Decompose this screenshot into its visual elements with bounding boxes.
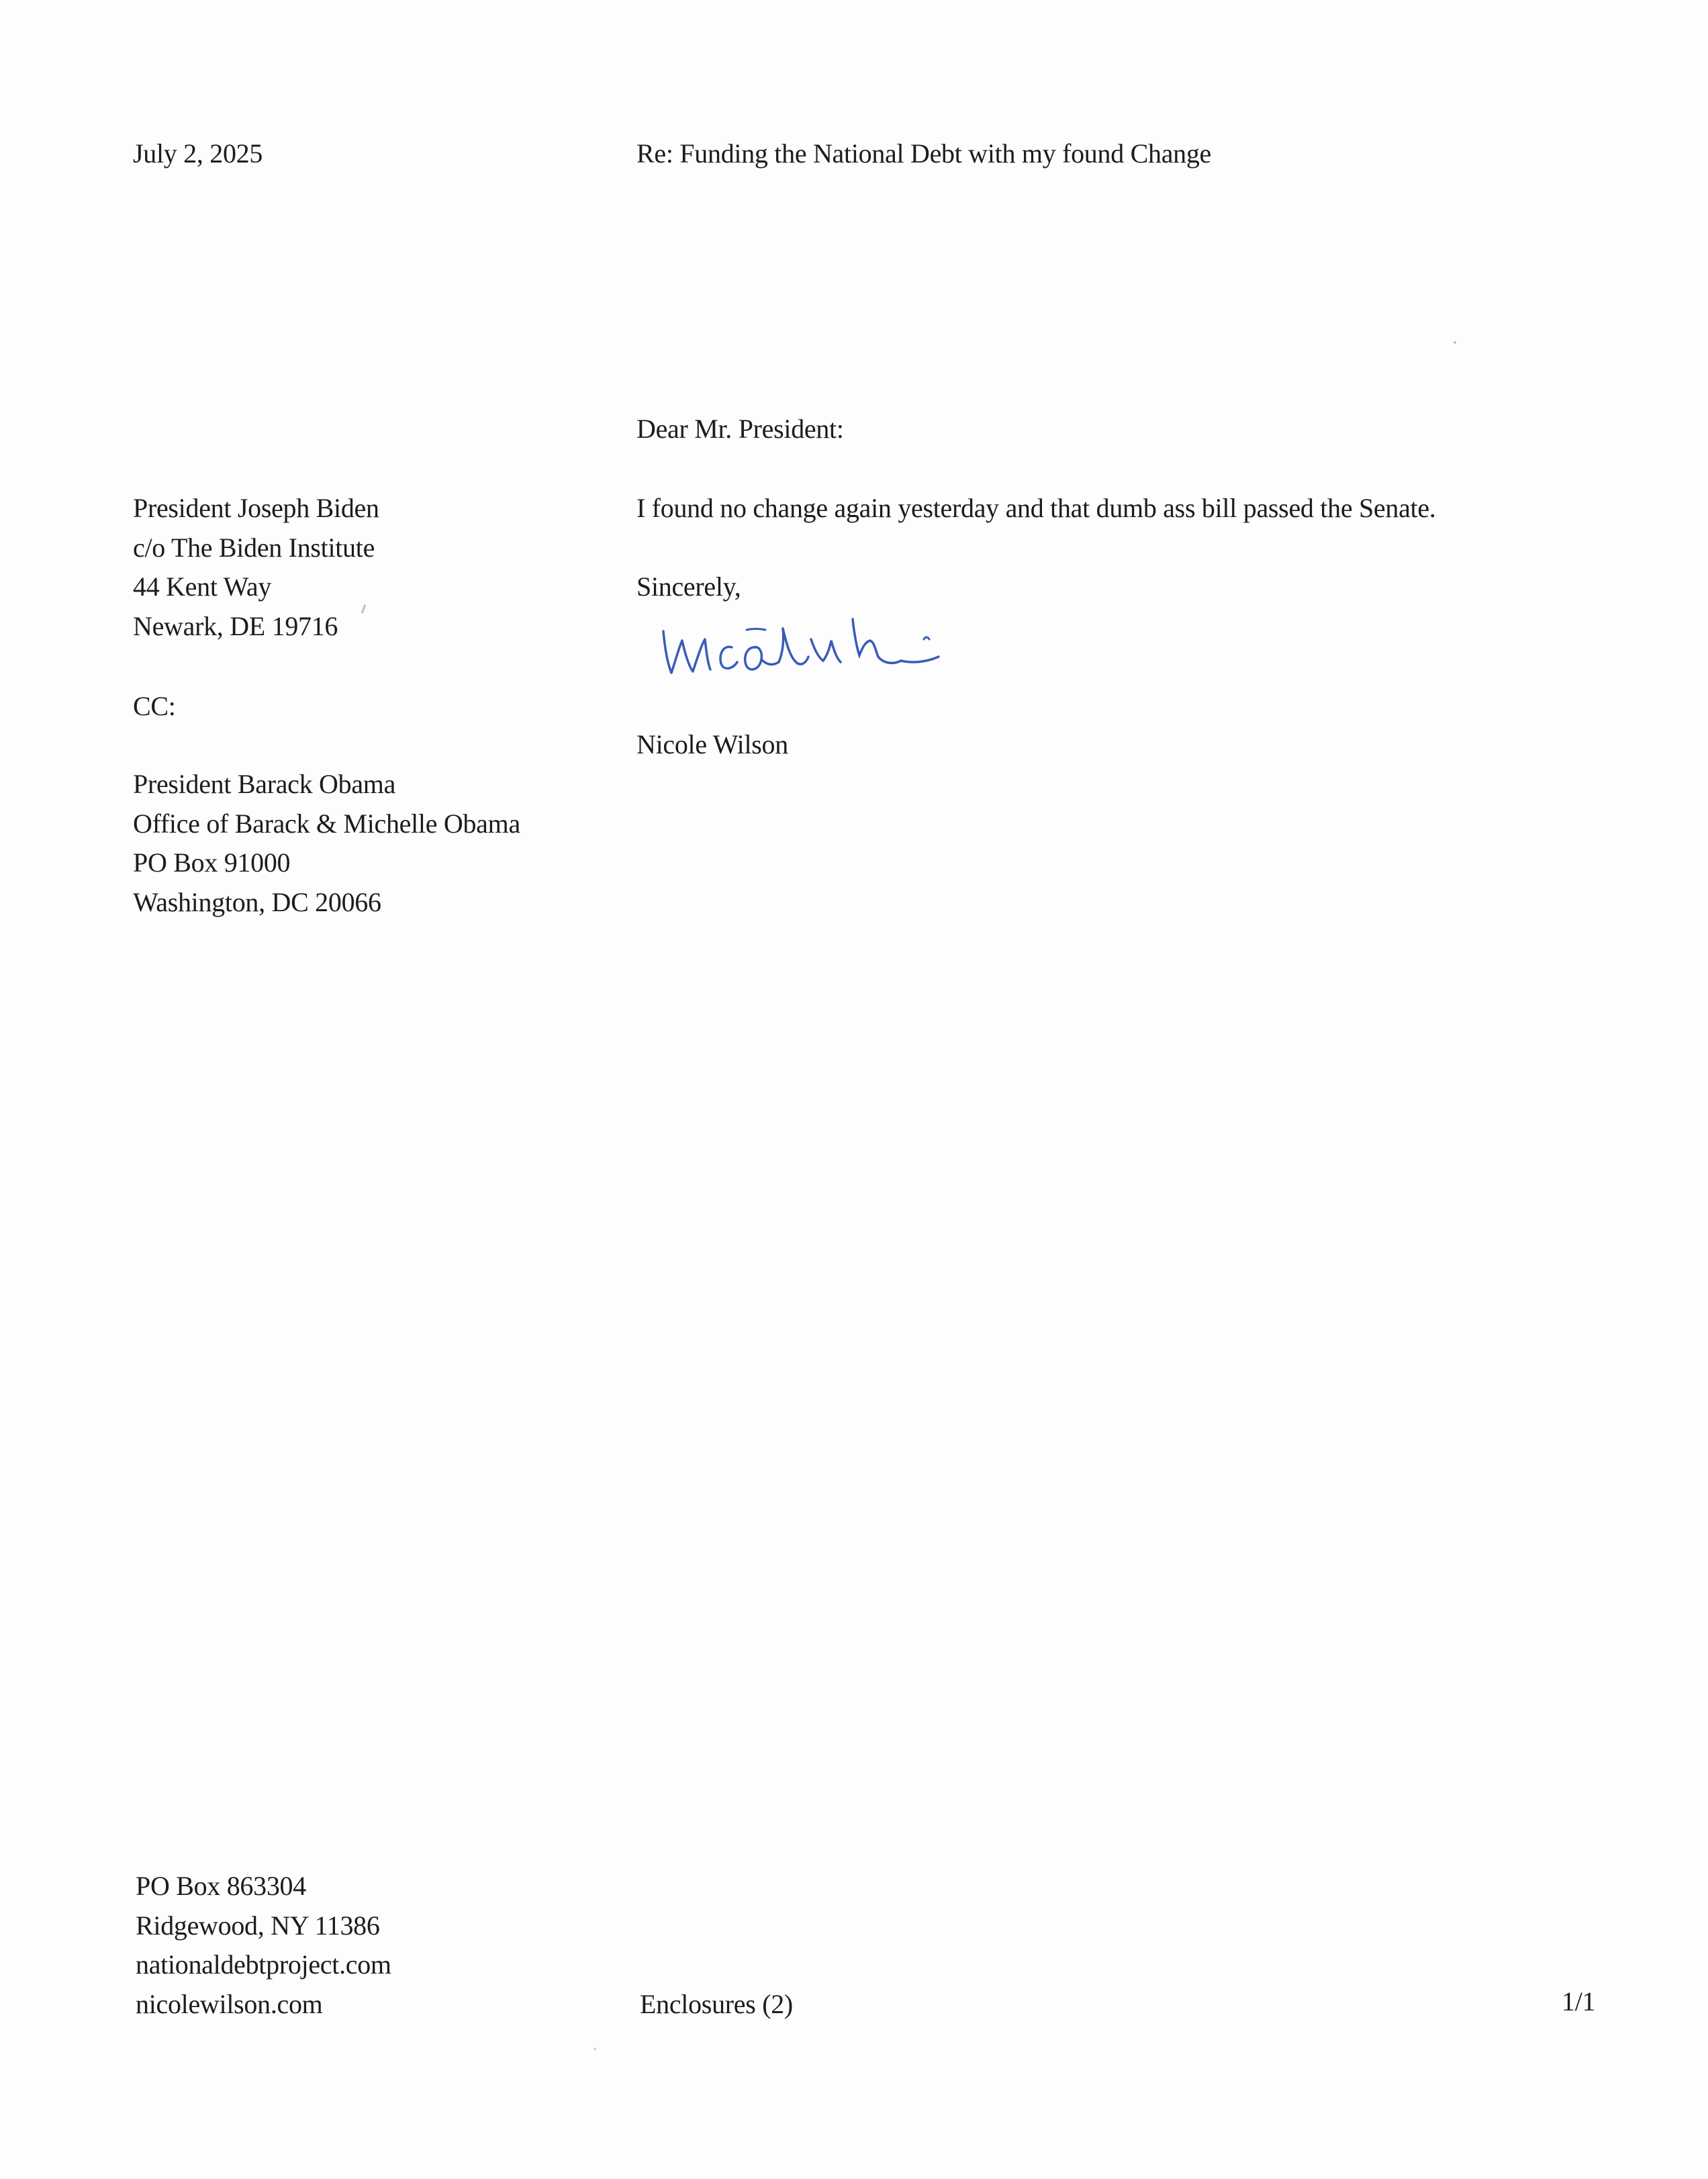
sender-line: Ridgewood, NY 11386 [136, 1910, 380, 1941]
paper-speck [1454, 341, 1456, 344]
letter-subject: Re: Funding the National Debt with my found Change [636, 138, 1211, 169]
sender-line: PO Box 863304 [136, 1871, 306, 1901]
signature-name: Nicole Wilson [636, 729, 788, 759]
handwritten-signature-icon [658, 599, 967, 700]
paper-speck [594, 2048, 596, 2050]
recipient-line: Newark, DE 19716 [133, 610, 338, 641]
cc-label-text: CC: [133, 691, 176, 721]
cc-line: President Barack Obama [133, 769, 396, 799]
recipient-line: 44 Kent Way [133, 571, 272, 602]
cc-address [133, 765, 520, 922]
cc-line: Office of Barack & Michelle Obama [133, 808, 520, 839]
cc-line: Washington, DC 20066 [133, 886, 381, 917]
closing: Sincerely, [636, 571, 741, 602]
recipient-line: c/o The Biden Institute [133, 532, 375, 563]
recipient-address [133, 489, 379, 646]
recipient-line: President Joseph Biden [133, 493, 379, 523]
cc-line: PO Box 91000 [133, 847, 291, 878]
sender-line: nicolewilson.com [136, 1988, 323, 2019]
letter-date: July 2, 2025 [133, 138, 263, 169]
cc-label [133, 687, 176, 727]
sender-line: nationaldebtproject.com [136, 1949, 391, 1980]
page-number: 1/1 [1562, 1986, 1596, 2016]
sender-address [136, 1867, 391, 2024]
salutation: Dear Mr. President: [636, 414, 844, 444]
letter-body: I found no change again yesterday and that dumb ass bill passed the Senate. [636, 493, 1436, 523]
enclosures: Enclosures (2) [640, 1989, 793, 2019]
